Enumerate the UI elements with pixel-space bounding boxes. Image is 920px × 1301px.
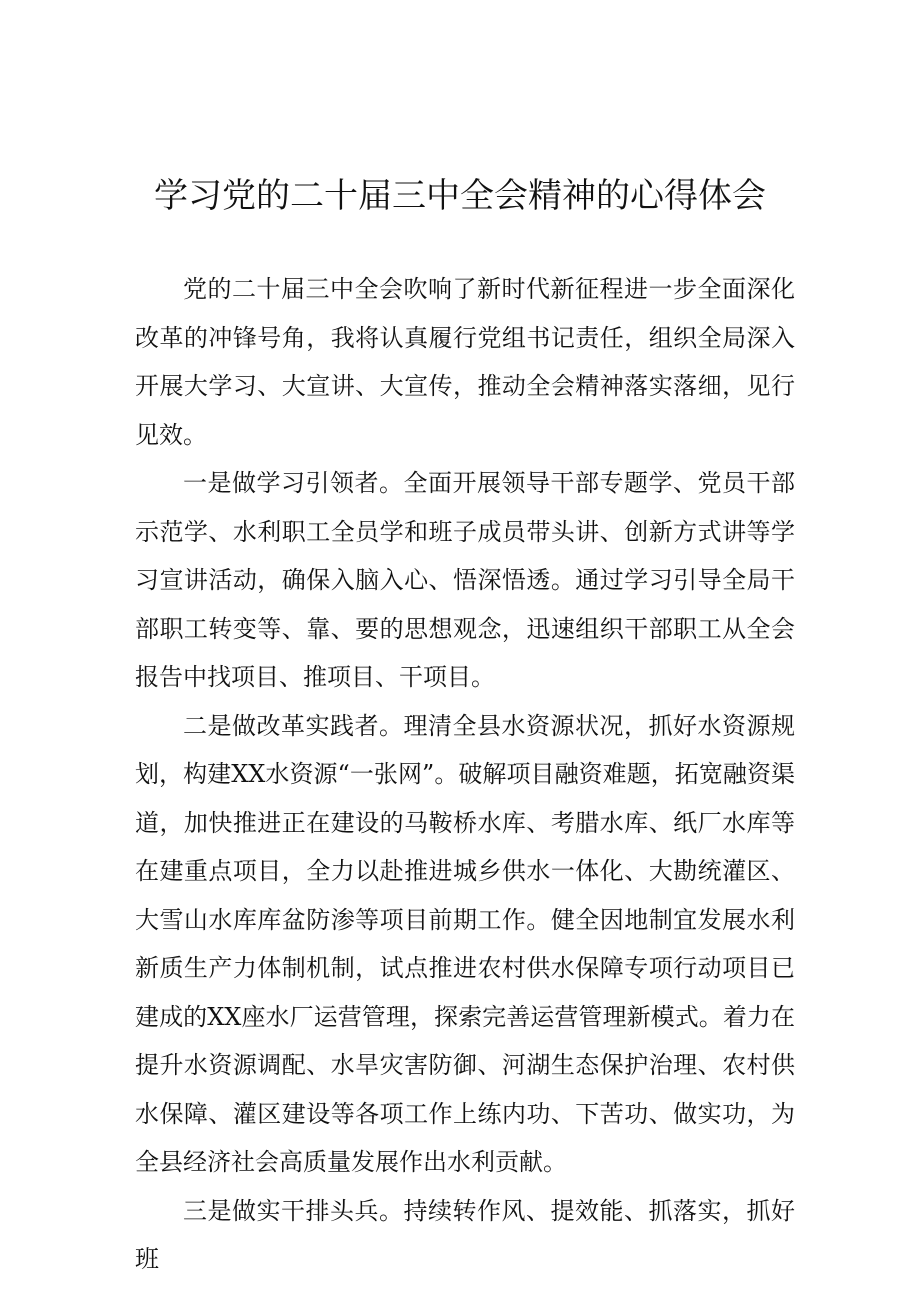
paragraph-study-leader: 一是做学习引领者。全面开展领导干部专题学、党员干部示范学、水利职工全员学和班子成员带头讲、创新方式讲等学习宣讲活动，确保入脑入心、悟深悟透。通过学习引导全局干部职工转变等、靠、要的思想观念，迅速组织干部职工从全会报告中找项目、推项目、干项目。: [135, 469, 795, 691]
document-body: [135, 265, 795, 1284]
paragraph-intro: 党的二十届三中全会吹响了新时代新征程进一步全面深化改革的冲锋号角，我将认真履行党组书记责任，组织全局深入开展大学习、大宣讲、大宣传，推动全会精神落实落细，见行见效。: [135, 275, 795, 449]
paragraph-reform-practitioner: 二是做改革实践者。理清全县水资源状况，抓好水资源规划，构建XX水资源“一张网”。破解项目融资难题，拓宽融资渠道，加快推进正在建设的马鞍桥水库、考腊水库、纸厂水库等在建重点项目，全力以赴推进城乡供水一体化、大勘统灌区、大雪山水库库盆防渗等项目前期工作。健全因地制宜发展水利新质生产力体制机制，试点推进农村供水保障专项行动项目已建成的XX座水厂运营管理，探索完善运营管理新模式。着力在提升水资源调配、水旱灾害防御、河湖生态保护治理、农村供水保障、灌区建设等各项工作上练内功、下苦功、做实功，为全县经济社会高质量发展作出水利贡献。: [135, 711, 795, 1176]
paragraph-hard-work-vanguard: 三是做实干排头兵。持续转作风、提效能、抓落实，抓好班: [135, 1196, 795, 1273]
document-title: 学习党的二十届三中全会精神的心得体会: [154, 176, 766, 216]
